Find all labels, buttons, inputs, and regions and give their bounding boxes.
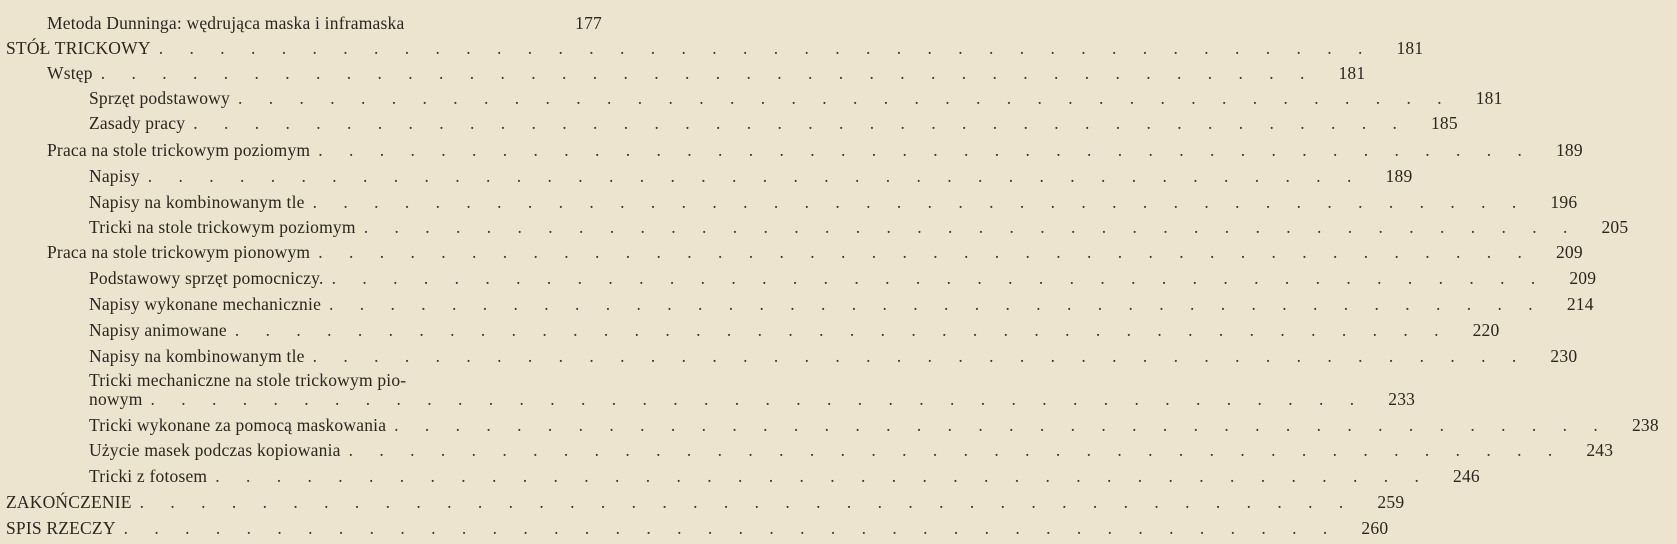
toc-page-number: 196 xyxy=(1550,192,1578,212)
toc-leader-dots: . . . . . . . . . . . . . . . . . . . . . . . . . . . . . . . . . . . . . . . . xyxy=(215,466,1430,486)
toc-entry xyxy=(89,163,1413,189)
toc-entry-title: nowym xyxy=(89,389,143,409)
toc-page-number: 238 xyxy=(1631,415,1659,435)
toc-entry xyxy=(89,291,1594,317)
toc-entry-title: Praca na stole trickowym pionowym xyxy=(47,242,311,262)
toc-entry-title: STÓŁ TRICKOWY xyxy=(6,38,151,58)
toc-page-number: 181 xyxy=(1396,38,1424,58)
toc-entry-title: Napisy wykonane mechanicznie xyxy=(89,294,322,314)
toc-page-number: 185 xyxy=(1430,113,1458,133)
toc-page-number: 205 xyxy=(1601,217,1629,237)
toc-page-number: 260 xyxy=(1361,518,1389,538)
toc-leader-dots: . . . . . . . . . . . . . . . . . . . . . . . . . . . . . . . . . . . . . . . . xyxy=(394,415,1609,435)
toc-entry-title: Wstęp xyxy=(47,63,93,83)
toc-leader-dots: . . . . . . . . . . . . . . . . . . . . . . . . . . . . . . . . . . . . . . . . xyxy=(123,518,1339,538)
toc-entry-title: ZAKOŃCZENIE xyxy=(6,492,132,512)
toc-entry-title: Napisy xyxy=(89,166,140,186)
toc-leader-dots: . . . . . . . . . . . . . . . . . . . . . . . . . . . . . . . . . . . . . . . . xyxy=(312,346,1528,366)
toc-entry xyxy=(89,317,1500,343)
toc-entry xyxy=(89,214,1629,240)
toc-page-number: 181 xyxy=(1475,88,1503,108)
toc-leader-dots: . . . . . . . . . . . . . . . . . . . . . . . . . . . . . . . . . . . . . . . . xyxy=(331,268,1547,288)
toc-page-number: 189 xyxy=(1555,140,1583,160)
toc-entry xyxy=(89,463,1480,489)
toc-page-number: 209 xyxy=(1569,268,1597,288)
toc-entry-title: Użycie masek podczas kopiowania xyxy=(89,440,341,460)
toc-page-number: 214 xyxy=(1566,294,1594,314)
toc-leader-dots: . . . . . . . . . . . . . . . . . . . . . . . . . . . . . . . . . . . . . . . . xyxy=(318,242,1533,262)
toc-leader-dots: . . . . . . . . . . . . . . . . . . . . . . . . . . . . . . . . . . . . . . . . xyxy=(318,140,1533,160)
toc-entry-title: Tricki wykonane za pomocą maskowania xyxy=(89,415,387,435)
toc-leader-dots: . . . . . . . . . . . . . . . . . . . . . . . . . . . . . . . . . . . . . . . . xyxy=(150,389,1366,409)
toc-leader-dots: . . . . . . . . . . . . . . . . . . . . . . . . . . . . . . . . . . . . . . . . xyxy=(139,492,1355,512)
toc-entry xyxy=(6,489,1405,515)
toc-page-number: 259 xyxy=(1377,492,1405,512)
toc-entry-title: Tricki na stole trickowym poziomym xyxy=(89,217,356,237)
toc-entry xyxy=(89,189,1578,215)
toc-entry xyxy=(89,110,1458,136)
toc-page-number: 177 xyxy=(575,13,602,33)
toc-entry-title: Tricki mechaniczne na stole trickowym pio- xyxy=(89,370,407,390)
toc-entry-title: Praca na stole trickowym poziomym xyxy=(47,140,311,160)
toc-entry xyxy=(89,265,1597,291)
toc-entry xyxy=(89,386,1416,412)
toc-leader-dots: . . . . . . . . . . . . . . . . . . . . . . . . . . . . . . . . . . . . . . . . xyxy=(158,38,1374,58)
toc-entry-title: Napisy animowane xyxy=(89,320,227,340)
toc-leader-dots: . . . . . . . . . . . . . . . . . . . . . . . . . . . . . . . . . . . . . . . . xyxy=(363,217,1579,237)
toc-entry xyxy=(47,60,1366,86)
toc-page-number: 233 xyxy=(1388,389,1416,409)
toc-leader-dots: . . . . . . . . . . . . . . . . . . . . . . . . . . . . . . . . . . . . . . . . xyxy=(312,192,1528,212)
toc-page-number: 230 xyxy=(1550,346,1578,366)
toc-page-number: 246 xyxy=(1453,466,1480,486)
toc-leader-dots: . . . . . . . . . . . . . . . . . . . . . . . . . . . . . . . . . . . . . . . . xyxy=(329,294,1544,314)
toc-entry xyxy=(89,412,1659,438)
toc-entry xyxy=(89,437,1614,463)
toc-entry xyxy=(89,85,1503,111)
toc-page-number: 209 xyxy=(1555,242,1583,262)
toc-entry xyxy=(47,239,1583,265)
toc-entry-title: Metoda Dunninga: wędrująca maska i inframaska xyxy=(47,13,405,33)
toc-leader-dots: . . . . . . . . . . . . . . . . . . . . . . . . . . . . . . . . . . . . . . . . xyxy=(237,88,1453,108)
toc-leader-dots: . . . . . . . . . . . . . . . . . . . . . . . . . . . . . . . . . . . . . . . . xyxy=(147,166,1363,186)
toc-entry-title: SPIS RZECZY xyxy=(6,518,116,538)
toc-entry xyxy=(47,137,1583,163)
toc-leader-dots: . . . . . . . . . . . . . . . . . . . . . . . . . . . . . . . . . . . . . . . . xyxy=(193,113,1408,133)
toc-page-number: 243 xyxy=(1586,440,1614,460)
toc-page-number: 189 xyxy=(1385,166,1413,186)
toc-leader-dots: . . . . . . . . . . . . . . . . . . . . . . . . . . . . . . . . . . . . . . . . xyxy=(348,440,1564,460)
toc-entry-title: Zasady pracy xyxy=(89,113,186,133)
toc-page-number: 181 xyxy=(1338,63,1366,83)
toc-entry xyxy=(89,343,1578,369)
toc-entry-title: Podstawowy sprzęt pomocniczy. xyxy=(89,268,324,288)
toc-page-number: 220 xyxy=(1472,320,1500,340)
toc-entry xyxy=(6,35,1424,61)
toc-entry xyxy=(6,515,1389,541)
toc-leader-dots: . . . . . . . . . . . . . . . . . . . . . . . . . . . . . . . . . . . . . . . . xyxy=(234,320,1450,340)
toc-entry-title: Tricki z fotosem xyxy=(89,466,208,486)
toc-entry-title: Sprzęt podstawowy xyxy=(89,88,230,108)
toc-entry-title: Napisy na kombinowanym tle xyxy=(89,346,305,366)
toc-entry xyxy=(47,10,620,36)
toc-leader-dots: . . . . . . . . . . . . . . . . . . . . . . . . . . . . . . . . . . . . . . . . xyxy=(100,63,1316,83)
toc-entry-title: Napisy na kombinowanym tle xyxy=(89,192,305,212)
